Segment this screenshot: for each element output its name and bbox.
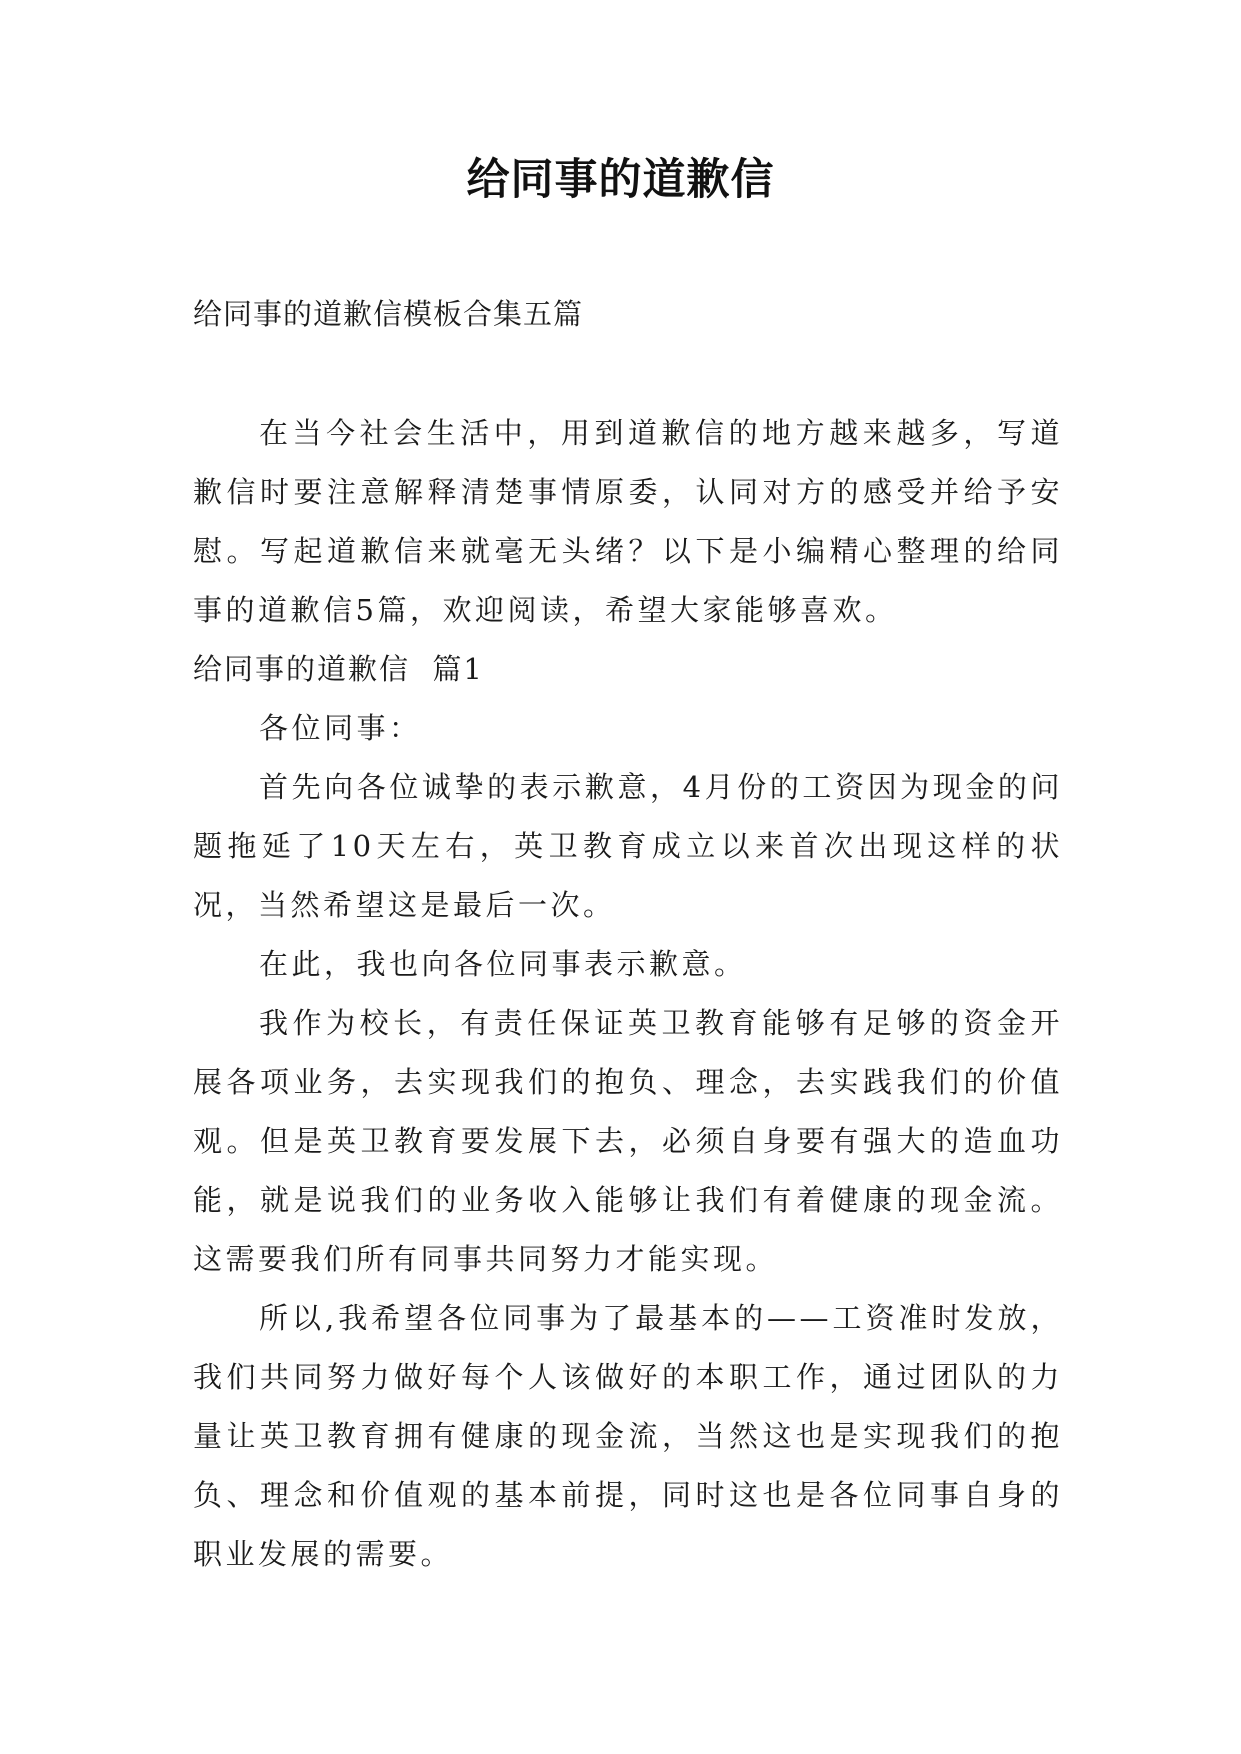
document-body bbox=[193, 404, 1063, 1584]
body-paragraph: 首先向各位诚挚的表示歉意，4月份的工资因为现金的问题拖延了10天左右，英卫教育成立以来首次出现这样的状况，当然希望这是最后一次。 bbox=[193, 770, 1063, 922]
body-paragraph: 我作为校长，有责任保证英卫教育能够有足够的资金开展各项业务，去实现我们的抱负、理念，去实践我们的价值观。但是英卫教育要发展下去，必须自身要有强大的造血功能，就是说我们的业务收入能够让我们有着健康的现金流。这需要我们所有同事共同努力才能实现。 bbox=[193, 1006, 1063, 1276]
section-heading: 给同事的道歉信 篇1 bbox=[193, 652, 484, 686]
salutation: 各位同事： bbox=[259, 711, 422, 745]
body-paragraph: 在此，我也向各位同事表示歉意。 bbox=[259, 947, 747, 981]
body-paragraph: 所以,我希望各位同事为了最基本的——工资准时发放，我们共同努力做好每个人该做好的本职工作，通过团队的力量让英卫教育拥有健康的现金流，当然这也是实现我们的抱负、理念和价值观的基本前提，同时这也是各位同事自身的职业发展的需要。 bbox=[193, 1301, 1063, 1571]
intro-paragraph: 在当今社会生活中，用到道歉信的地方越来越多，写道歉信时要注意解释清楚事情原委，认同对方的感受并给予安慰。写起道歉信来就毫无头绪？以下是小编精心整理的给同事的道歉信5篇，欢迎阅读，希望大家能够喜欢。 bbox=[193, 416, 1063, 627]
document-title: 给同事的道歉信 bbox=[466, 155, 775, 205]
document-subtitle: 给同事的道歉信模板合集五篇 bbox=[193, 297, 584, 331]
